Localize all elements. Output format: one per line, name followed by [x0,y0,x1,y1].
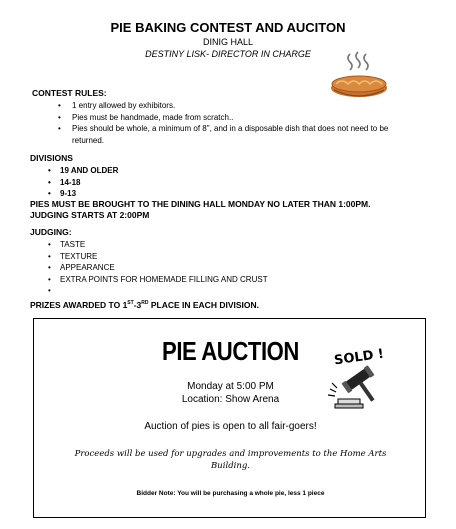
divisions-heading: DIVISIONS [30,153,73,163]
prizes-text: PRIZES AWARDED TO 1 [30,300,128,310]
list-item: • Pies should be whole, a minimum of 8", and in a disposable dish that does not need to be returned. [56,123,396,146]
list-item: • TASTE [46,239,268,251]
ordinal-suffix: ST [127,300,134,306]
prizes-line [30,300,259,310]
page-subtitle: DINIG HALL [202,37,253,47]
prizes-text: PLACE IN EACH DIVISION. [148,300,259,310]
auction-location: Location: Show Arena [181,394,280,405]
sold-label: SOLD ! [333,346,385,369]
auction-open-notice: Auction of pies is open to all fair-goers! [144,421,317,432]
director-line: DESTINY LISK- DIRECTOR IN CHARGE [145,49,311,59]
proceeds-note: Proceeds will be used for upgrades and improvements to the Home Arts Building. [74,449,387,471]
list-item: • 1 entry allowed by exhibitors. [56,100,396,112]
list-item: • EXTRA POINTS FOR HOMEMADE FILLING AND CRUST [46,274,268,286]
contest-rules-list [56,100,396,146]
pie-icon [328,50,390,105]
list-item: • Pies must be handmade, made from scratch.. [56,112,396,124]
list-item [46,285,268,297]
deadline-notice [30,199,371,221]
prizes-text: -3 [133,300,142,310]
list-item: • 14-18 [46,177,118,189]
list-item: • 19 AND OLDER [46,165,118,177]
deadline-line: PIES MUST BE BROUGHT TO THE DINING HALL MONDAY NO LATER THAN 1:00PM. [30,199,371,209]
list-item: • 9-13 [46,188,118,200]
ordinal-suffix: RD [141,300,149,306]
list-item: • APPEARANCE [46,262,268,274]
judging-heading: JUDGING: [30,227,72,237]
bidder-note: Bidder Note: You will be purchasing a whole pie, less 1 piece [136,490,325,497]
auction-title: PIE AUCTION [162,336,299,366]
auction-time: Monday at 5:00 PM [187,381,274,392]
divisions-list [46,165,118,200]
list-item: • TEXTURE [46,251,268,263]
page-title: PIE BAKING CONTEST AND AUCITON [110,20,346,35]
judging-start-line: JUDGING STARTS AT 2:00PM [30,210,150,220]
contest-rules-heading: CONTEST RULES: [32,88,107,98]
judging-list [46,239,268,297]
auction-box [33,318,426,518]
